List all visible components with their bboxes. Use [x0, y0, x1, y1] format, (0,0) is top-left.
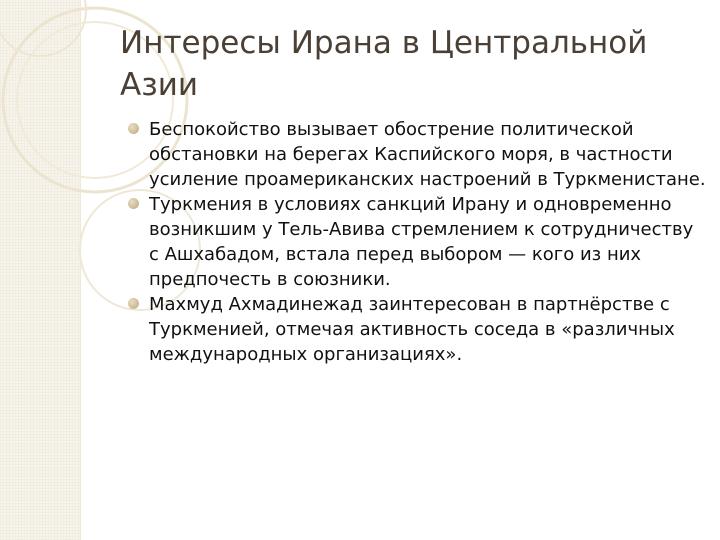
bullet-list: [128, 117, 708, 367]
bullet-text: Беспокойство вызывает обострение политической обстановки на берегах Каспийского моря, в частности усиление проамериканских настроений в Туркменистане.: [149, 119, 706, 190]
bullet-dot-icon: [128, 298, 139, 309]
left-decorative-band: [0, 0, 81, 540]
bullet-text: Туркмения в условиях санкций Ирану и одновременно возникшим у Тель-Авива стремлением к сотрудничеству с Ашхабадом, встала перед выбором — кого из них предпочесть в союзники.: [149, 194, 694, 290]
bullet-dot-icon: [128, 123, 139, 134]
bullet-dot-icon: [128, 198, 139, 209]
slide-title: Интересы Ирана в Центральной Азии: [120, 25, 648, 103]
bullet-item: [128, 192, 708, 292]
bullet-text: Махмуд Ахмадинежад заинтересован в партнёрстве с Туркменией, отмечая активность соседа в «различных международных организациях».: [149, 294, 675, 365]
bullet-item: [128, 292, 708, 367]
bullet-item: [128, 117, 708, 192]
